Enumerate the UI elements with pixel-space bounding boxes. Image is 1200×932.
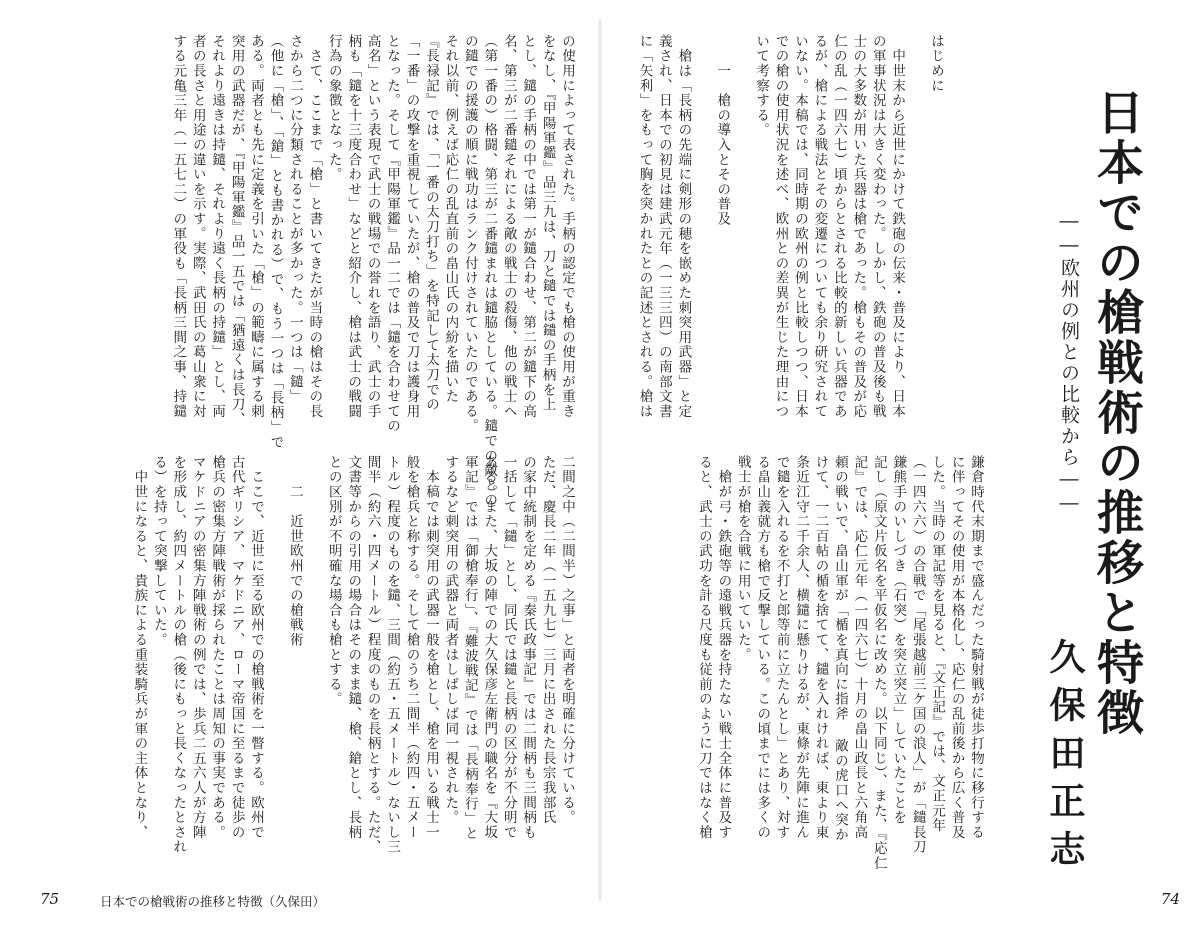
right-page-number: 74 [1160,890,1180,908]
author-name: 久保田正志 [1044,638,1085,878]
right-page-body-bottom: 鎌倉時代末期まで盛んだった騎射戦が徒歩打物に移行する に伴ってその使用が本格化し、応仁の乱前後から広く普及 した。当時の軍記等を見ると、『文正記』では、文正元年 （一四六六）の合戦で「尾張越前三ケ国の浪人」が「鑓長刀 鎌熊手のいしづき（石突）を突立突立」していたことを 記し（原文片仮名を平仮名に改めた。以下同じ）、また、『応仁 記』では、応仁元年（一四六七）十月の畠山政長と六角高 頼の戦いで、畠山軍が「楯を真向に指斧 敵の虎口へ突か けて、一二百帖の楯を捨てて、鑓を入れければ、東より東 条近江守二千余人、横鑓に懸りけるが、東條が先陣に進ん で鑓を入れるを不打と郎等前に立たんとし」とあり、対す る畠山義就方も槍で反撃している。この頃までには多くの 戦士が槍を合戦に用いていた。 槍が弓・鉄砲等の遠戦兵器を持たない戦士全体に普及す ると、武士の武功を計る尺度も従前のように刀ではなく槍 [695,455,984,871]
article-title: 日本での槍戦術の推移と特徴 [1089,88,1144,738]
right-page-body-top: はじめに 中世末から近世にかけて鉄砲の伝来・普及により、日本 の軍事状況は大きく変わった。しかし、鉄砲の普及後も戦 士の大多数が用いた兵器は槍であった。槍もその普及が応 仁の乱（一四六七）頃からとされる比較的新しい兵器であ るが、槍による戦法とその変遷についても余り研究されて いない。本稿では、同時期の欧州の例と比較しつつ、日本 での槍の使用状況を述べ、欧州との差異が生じた理由につ いて考察する。 一 槍の導入とその普及 槍は「長柄の先端に剣形の穂を嵌めた刺突用武器」と定 義され、日本での初見は建武元年（一三三四）の南部文書 に「矢利」をもって胸を突かれたとの記述とされる。槍は [636,34,944,419]
left-page-body-top: の使用によって表された。手柄の認定でも槍の使用が重き をなし、『甲陽軍鑑』品三九は、刀と鑓では鑓の手柄を上 とし、鑓の手柄の中では第一が鑓合わせ、第二が鑓下の高 名、第三が二番鑓それによる敵の戦士の殺傷、他の戦士へ （第一番の）格闘、第三が二番鑓まれは鑓脇としている。鑓での敵との の鑓での援護の順に戦功はランク付けされていたのである。 それ以前、例えば応仁の乱直前の畠山氏の内紛を描いた 『長禄記』では、「一番の太刀打ち」を特記して太刀での 「一番」の攻撃を重視していたが、槍の普及で刀は護身用 となった。そして『甲陽軍鑑』品一二では「鑓を合わせての 高名」という表現で武士の戦場での誉れを語り、武士の手 柄も「鑓を十三度合わせ」などと紹介し、槍は武士の戦闘 行為の象徴となった。 さて、ここまで「槍」と書いてきたが当時の槍はその長 さから二つに分類されることが多かった。一つは「鑓」 （他に「槍」、「鎗」とも書かれる）で、もう一つは「長柄」で ある。両者とも先に定義を引いた「槍」の範疇に属する刺 突用の武器だが、『甲陽軍鑑』品一五では「猶遠くは長刀、 それより遠きは持鑓、それより遠く長柄の持鑓」とし、両 者の長さと用途の違いを示す。実際、武田氏の葛山衆に対 する元亀三年（一五七二）の軍役も「長柄三間之事、持鑓 [170,34,575,508]
running-head: 日本での槍戦術の推移と特徴（久保田） [100,894,326,909]
left-page-number: 75 [40,890,60,908]
article-subtitle: ――欧州の例との比較から―― [1058,210,1080,516]
right-page [600,0,1200,932]
left-page-body-bottom: 二間之中（二間半）之事」と両者を明確に分けている。 ただ、慶長二年（一五九七）三月に出された長宗我部氏 の家中統制を定める『秦氏政事記』では二間柄も三間柄も 一括して「鑓」とし、同氏では鑓と長柄の区分が不分明で ある。また、大坂の陣での大久保彦左衛門の職名を『大坂 軍記』では「御槍奉行」、『難波戦記』では「長柄奉行」と するなど刺突用の武器と両者はしばしば同一視された。 本稿では刺突用の武器一般を槍とし、槍を用いる戦士一 般を槍兵と称する。そして槍のうち二間半（約四・五メー トル）程度のものを鑓、三間（約五・五メートル）ないし三 間半（約六・四メートル）程度のものを長柄とする。ただ、 文書等からの引用の場合はそのまま鑓、槍、鎗とし、長柄 との区別が不明確な場合も槍とする。 二 近世欧州での槍戦術 ここで、近世に至る欧州での槍戦術を一瞥する。欧州で 古代ギリシア、マケドニア、ローマ帝国に至るまで徒歩の 槍兵の密集方陣戦術が採られたことは周知の事実である。 マケドニアの密集方陣戦術の例では、歩兵二五六人が方陣 を形成し、約四メートルの槍（後にもっと長くなったとされ る）を持って突撃していた。 中世になると、貴族による重装騎兵が軍の主体となり、 [131,455,575,855]
